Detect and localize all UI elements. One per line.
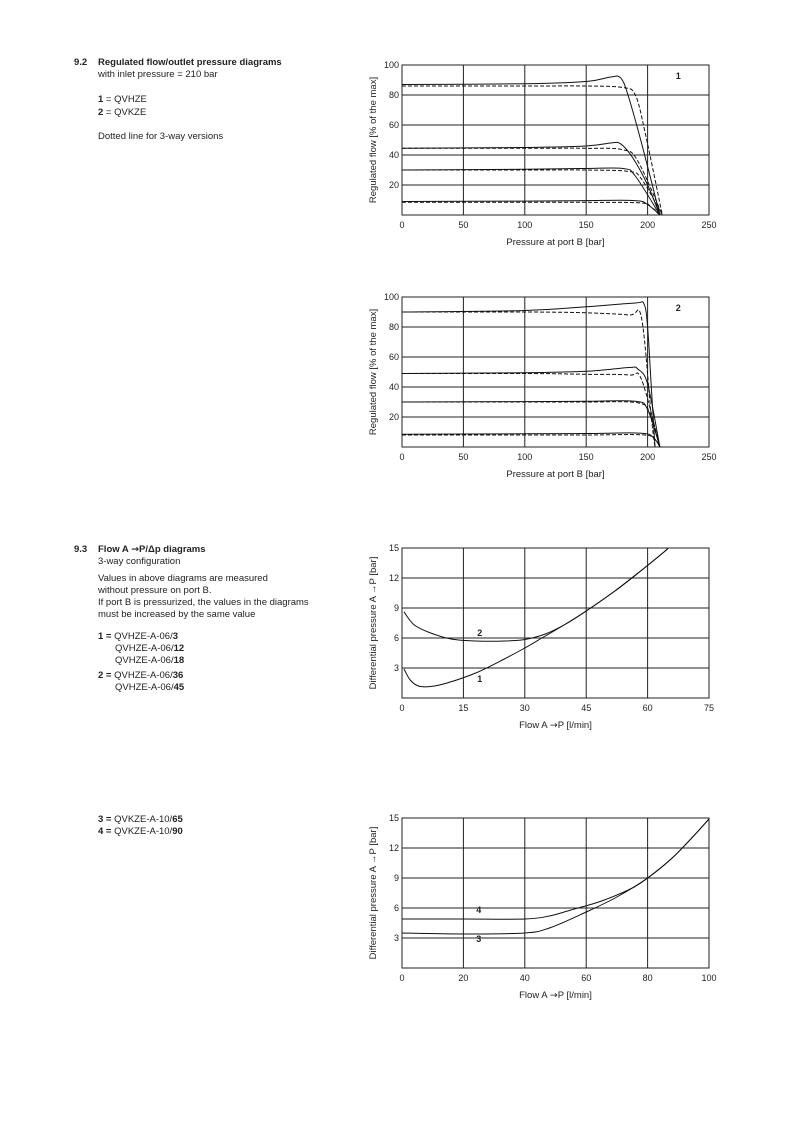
legend-line-1 — [98, 94, 147, 106]
x-tick-label: 30 — [519, 703, 530, 713]
chart-regulated-flow-2 — [360, 287, 740, 487]
model-number: 1 = — [98, 631, 115, 642]
model-number: 4 = — [98, 826, 115, 837]
y-tick-label: 100 — [383, 292, 399, 302]
y-tick-label: 9 — [393, 603, 399, 613]
x-tick-label: 60 — [642, 703, 653, 713]
y-axis-label: Regulated flow [% of the max] — [368, 76, 379, 204]
model-code: QVKZE-A-10/ — [114, 814, 173, 825]
y-tick-label: 80 — [388, 90, 399, 100]
x-tick-label: 150 — [578, 452, 594, 462]
model-size: 12 — [173, 643, 185, 654]
series-line-6-dashed — [402, 170, 662, 215]
series-line-1 — [404, 548, 668, 687]
note-line: without pressure on port B. — [98, 585, 212, 596]
plot-frame — [402, 548, 709, 698]
x-tick-label: 40 — [519, 973, 530, 983]
arrow-icon: → — [131, 544, 140, 555]
chart-flow-dp-1-2 — [360, 538, 740, 738]
grid — [402, 65, 709, 215]
legend-number: 2 — [98, 107, 104, 118]
x-tick-label: 15 — [458, 703, 469, 713]
y-axis-label: Differential pressure A →P [bar] — [368, 826, 379, 960]
model-number: 2 = — [98, 670, 115, 681]
model-code: QVHZE-A-06/ — [115, 682, 174, 693]
x-axis-label: Pressure at port B [bar] — [506, 237, 605, 248]
x-tick-label: 200 — [640, 452, 656, 462]
x-tick-label: 60 — [581, 973, 592, 983]
series-line-2-dashed — [402, 310, 655, 447]
y-tick-label: 3 — [393, 663, 399, 673]
curve-label: 3 — [476, 934, 482, 944]
model-item — [115, 655, 184, 667]
legend-line-2 — [98, 107, 146, 119]
series-line-3 — [402, 142, 660, 215]
chart-number-label: 1 — [675, 71, 681, 81]
model-item — [98, 631, 178, 643]
arrow-icon: → — [549, 720, 558, 731]
legend-text: = QVHZE — [103, 94, 147, 105]
y-tick-label: 100 — [383, 60, 399, 70]
model-code: QVHZE-A-06/ — [115, 655, 174, 666]
section-92-title: Regulated flow/outlet pressure diagrams — [98, 57, 282, 68]
x-tick-label: 20 — [458, 973, 469, 983]
model-item — [115, 682, 184, 694]
x-tick-label: 150 — [578, 220, 594, 230]
curve-label: 4 — [476, 905, 482, 915]
y-tick-label: 40 — [388, 150, 399, 160]
series-line-6-dashed — [402, 402, 660, 447]
model-code: QVHZE-A-06/ — [114, 670, 173, 681]
model-number: 3 = — [98, 814, 115, 825]
x-tick-label: 100 — [517, 220, 533, 230]
x-tick-label: 50 — [458, 220, 469, 230]
x-axis-label: Pressure at port B [bar] — [506, 469, 605, 480]
x-tick-label: 75 — [703, 703, 715, 713]
y-tick-label: 12 — [388, 573, 399, 583]
chart-flow-dp-3-4 — [360, 808, 740, 1008]
section-93-title-suffix: P/Δp diagrams — [139, 544, 206, 555]
x-tick-label: 250 — [701, 220, 717, 230]
section-92-subtitle: with inlet pressure = 210 bar — [98, 69, 218, 80]
y-tick-label: 3 — [393, 933, 399, 943]
chart-number-label: 2 — [675, 303, 681, 313]
legend-text: = QVKZE — [103, 107, 147, 118]
series-line-1 — [402, 302, 655, 447]
section-93-title-prefix: Flow A — [98, 544, 132, 555]
model-item — [115, 643, 184, 655]
y-tick-label: 15 — [388, 813, 399, 823]
legend-number: 1 — [98, 94, 104, 105]
x-tick-label: 0 — [399, 452, 405, 462]
x-tick-label: 80 — [642, 973, 653, 983]
model-item — [98, 826, 183, 838]
y-axis-label: Regulated flow [% of the max] — [368, 308, 379, 436]
series-line-5 — [402, 401, 660, 447]
x-tick-label: 250 — [701, 452, 717, 462]
model-item — [98, 670, 183, 682]
x-tick-label: 50 — [458, 452, 469, 462]
model-size: 45 — [173, 682, 185, 693]
series-line-4-dashed — [402, 373, 660, 447]
y-tick-label: 9 — [393, 873, 399, 883]
series-line-8-dashed — [402, 435, 661, 447]
y-tick-label: 6 — [393, 903, 399, 913]
model-size: 90 — [172, 826, 183, 837]
x-tick-label: 0 — [399, 703, 405, 713]
model-size: 36 — [172, 670, 184, 681]
grid — [402, 818, 709, 968]
y-tick-label: 12 — [388, 843, 399, 853]
model-size: 18 — [173, 655, 185, 666]
note-line: If port B is pressurized, the values in the diagrams — [98, 597, 309, 608]
series-line-4 — [402, 819, 709, 919]
model-size: 65 — [172, 814, 183, 825]
grid — [402, 548, 709, 698]
series-line-3 — [402, 819, 709, 934]
series-line-4-dashed — [402, 148, 662, 215]
x-axis-label: Flow A →P [l/min] — [519, 720, 592, 731]
y-tick-label: 15 — [388, 543, 399, 553]
model-size: 3 — [172, 631, 179, 642]
arrow-icon: → — [549, 990, 558, 1001]
y-tick-label: 40 — [388, 382, 399, 392]
model-code: QVKZE-A-10/ — [114, 826, 173, 837]
x-tick-label: 45 — [581, 703, 592, 713]
x-tick-label: 0 — [399, 973, 405, 983]
chart-regulated-flow-1 — [360, 55, 740, 255]
y-tick-label: 60 — [388, 120, 399, 130]
curve-label: 1 — [477, 674, 483, 684]
model-code: QVHZE-A-06/ — [114, 631, 173, 642]
model-code: QVHZE-A-06/ — [115, 643, 174, 654]
y-tick-label: 20 — [388, 180, 399, 190]
x-tick-label: 200 — [640, 220, 656, 230]
curve-label: 2 — [477, 628, 483, 638]
dotted-line-note: Dotted line for 3-way versions — [98, 131, 224, 142]
series-line-2 — [404, 548, 668, 641]
y-tick-label: 80 — [388, 322, 399, 332]
x-tick-label: 100 — [517, 452, 533, 462]
section-93-title — [98, 544, 206, 555]
plot-frame — [402, 65, 709, 215]
y-tick-label: 6 — [393, 633, 399, 643]
note-line: Values in above diagrams are measured — [98, 573, 268, 584]
model-item — [98, 814, 183, 826]
section-93-subtitle: 3-way configuration — [98, 556, 181, 567]
series-line-5 — [402, 168, 660, 215]
x-axis-label: Flow A →P [l/min] — [519, 990, 592, 1001]
series-line-2-dashed — [402, 86, 662, 215]
series-line-1 — [402, 76, 660, 215]
x-tick-label: 100 — [701, 973, 717, 983]
note-line: must be increased by the same value — [98, 609, 256, 620]
section-92-number: 9.2 — [74, 57, 88, 68]
section-93-number: 9.3 — [74, 544, 88, 555]
x-tick-label: 0 — [399, 220, 405, 230]
series-line-8-dashed — [402, 202, 662, 215]
y-tick-label: 20 — [388, 412, 399, 422]
y-axis-label: Differential pressure A →P [bar] — [368, 556, 379, 690]
y-tick-label: 60 — [388, 352, 399, 362]
plot-frame — [402, 818, 709, 968]
